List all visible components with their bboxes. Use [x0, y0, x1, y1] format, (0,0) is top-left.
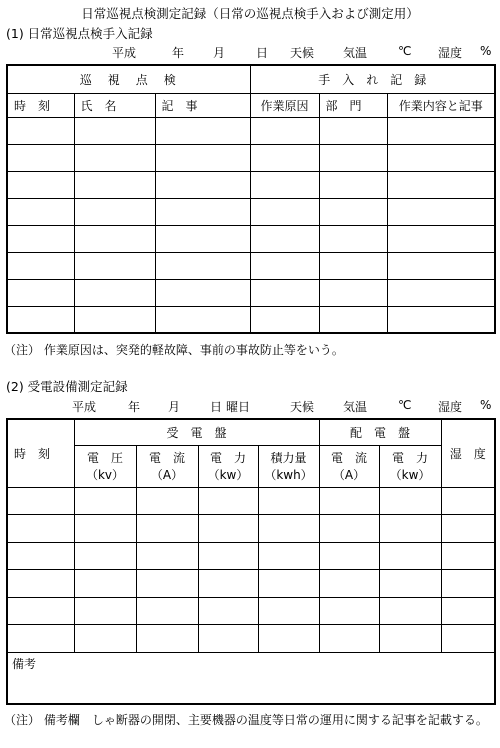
era-label-2: 平成: [72, 400, 97, 414]
month-label: 月: [213, 46, 226, 60]
inspection-cell[interactable]: [319, 117, 387, 144]
inspection-cell[interactable]: [155, 279, 250, 306]
inspection-row: [7, 171, 495, 198]
inspection-cell[interactable]: [387, 171, 495, 198]
inspection-cell[interactable]: [250, 306, 319, 333]
inspection-cell[interactable]: [74, 279, 155, 306]
measurement-cell[interactable]: [7, 570, 74, 598]
measurement-subheader: 積力量 （kwh）: [258, 445, 319, 487]
measurement-cell[interactable]: [7, 597, 74, 625]
inspection-row: [7, 306, 495, 333]
measurement-subheader: 電 流 （A）: [136, 445, 198, 487]
measurement-cell[interactable]: [379, 570, 441, 598]
inspection-cell[interactable]: [7, 252, 74, 279]
inspection-cell[interactable]: [319, 279, 387, 306]
inspection-cell[interactable]: [74, 171, 155, 198]
inspection-cell[interactable]: [74, 117, 155, 144]
measurement-cell[interactable]: [74, 542, 136, 570]
section1-date-weather-line: [0, 44, 500, 60]
temperature-label-2: 気温: [343, 400, 368, 414]
month-label-2: 月: [168, 400, 181, 414]
measurement-cell[interactable]: [379, 487, 441, 515]
measurement-cell[interactable]: [319, 597, 379, 625]
measurement-cell[interactable]: [258, 542, 319, 570]
measurement-cell[interactable]: [258, 570, 319, 598]
measurement-cell[interactable]: [379, 625, 441, 653]
year-label: 年: [172, 46, 185, 60]
measurement-cell[interactable]: [7, 542, 74, 570]
measurement-cell[interactable]: [136, 542, 198, 570]
measurement-subheader-row: [7, 445, 495, 487]
inspection-cell[interactable]: [155, 252, 250, 279]
maintenance-group-header: 手 入 れ 記 録: [250, 65, 495, 93]
col-header-department: 部 門: [319, 93, 387, 117]
inspection-cell[interactable]: [7, 279, 74, 306]
year-label-2: 年: [128, 400, 141, 414]
measurement-cell[interactable]: [319, 542, 379, 570]
weather-label: 天候: [290, 46, 315, 60]
inspection-group-header-row: [7, 65, 495, 93]
measurement-subheader: 電 流 （A）: [319, 445, 379, 487]
measurement-subheader: 電 圧 （kv）: [74, 445, 136, 487]
measurement-cell[interactable]: [136, 570, 198, 598]
measurement-cell[interactable]: [198, 487, 258, 515]
inspection-cell[interactable]: [319, 171, 387, 198]
measurement-cell[interactable]: [198, 515, 258, 543]
section1-heading: (1) 日常巡視点検手入記録: [6, 26, 153, 41]
inspection-cell[interactable]: [387, 198, 495, 225]
measurement-row: [7, 597, 495, 625]
inspection-cell[interactable]: [74, 144, 155, 171]
inspection-cell[interactable]: [74, 306, 155, 333]
inspection-cell[interactable]: [7, 225, 74, 252]
inspection-cell[interactable]: [74, 198, 155, 225]
measurement-cell[interactable]: [74, 597, 136, 625]
inspection-group-header: 巡 視 点 検: [7, 65, 250, 93]
inspection-cell[interactable]: [250, 144, 319, 171]
inspection-cell[interactable]: [74, 252, 155, 279]
col-header-time: 時 刻: [7, 93, 74, 117]
inspection-cell[interactable]: [155, 306, 250, 333]
day-label: 日: [256, 46, 269, 60]
measurement-row: [7, 570, 495, 598]
inspection-cell[interactable]: [155, 198, 250, 225]
inspection-column-header-row: [7, 93, 495, 117]
inspection-row: [7, 252, 495, 279]
measurement-cell[interactable]: [441, 542, 495, 570]
measurement-cell[interactable]: [136, 625, 198, 653]
measurement-cell[interactable]: [198, 542, 258, 570]
inspection-cell[interactable]: [155, 144, 250, 171]
inspection-cell[interactable]: [7, 306, 74, 333]
measurement-cell[interactable]: [7, 487, 74, 515]
inspection-cell[interactable]: [250, 198, 319, 225]
inspection-cell[interactable]: [155, 117, 250, 144]
measurement-cell[interactable]: [7, 625, 74, 653]
inspection-cell[interactable]: [319, 144, 387, 171]
measurement-cell[interactable]: [7, 515, 74, 543]
measurement-cell[interactable]: [136, 597, 198, 625]
measurement-row: [7, 625, 495, 653]
temperature-label: 気温: [343, 46, 368, 60]
measurement-cell[interactable]: [74, 515, 136, 543]
remarks-row: [7, 652, 495, 704]
inspection-cell[interactable]: [7, 117, 74, 144]
inspection-cell[interactable]: [250, 171, 319, 198]
inspection-cell[interactable]: [74, 225, 155, 252]
inspection-cell[interactable]: [250, 279, 319, 306]
inspection-cell[interactable]: [387, 225, 495, 252]
document-title: 日常巡視点検測定記録（日常の巡視点検手入および測定用）: [81, 6, 419, 21]
measurement-cell[interactable]: [379, 597, 441, 625]
remarks-label: 備考: [12, 656, 37, 671]
inspection-cell[interactable]: [250, 252, 319, 279]
celsius-unit-2: ℃: [398, 398, 412, 412]
measurement-cell[interactable]: [74, 487, 136, 515]
measurement-group-header-row: [7, 419, 495, 445]
measurement-cell[interactable]: [441, 487, 495, 515]
inspection-cell[interactable]: [387, 117, 495, 144]
measurement-cell[interactable]: [441, 625, 495, 653]
col-header-work-cause: 作業原因: [250, 93, 319, 117]
inspection-cell[interactable]: [155, 171, 250, 198]
measurement-row: [7, 542, 495, 570]
humidity-header: 湿 度: [441, 419, 495, 487]
col-header-notes: 記 事: [155, 93, 250, 117]
inspection-row: [7, 225, 495, 252]
measurement-cell[interactable]: [258, 625, 319, 653]
section2-date-weather-line: [0, 398, 500, 414]
measurement-cell[interactable]: [198, 597, 258, 625]
inspection-cell[interactable]: [7, 198, 74, 225]
celsius-unit: ℃: [398, 44, 412, 58]
inspection-cell[interactable]: [319, 198, 387, 225]
remarks-cell[interactable]: [7, 652, 495, 704]
inspection-cell[interactable]: [7, 144, 74, 171]
inspection-table: [6, 64, 496, 334]
measurement-cell[interactable]: [319, 487, 379, 515]
measurement-cell[interactable]: [319, 625, 379, 653]
weekday-label: 曜日: [226, 400, 251, 414]
inspection-row: [7, 144, 495, 171]
inspection-cell[interactable]: [319, 252, 387, 279]
measurement-cell[interactable]: [441, 570, 495, 598]
measurement-cell[interactable]: [258, 487, 319, 515]
percent-unit: %: [480, 44, 492, 58]
receiving-panel-header: 受 電 盤: [74, 419, 319, 445]
inspection-cell[interactable]: [387, 144, 495, 171]
inspection-cell[interactable]: [319, 306, 387, 333]
section2-heading: (2) 受電設備測定記録: [6, 379, 128, 394]
section2-note: （注） 備考欄 しゃ断器の開閉、主要機器の温度等日常の運用に関する記事を記載する。: [4, 713, 488, 727]
measurement-cell[interactable]: [441, 597, 495, 625]
measurement-cell[interactable]: [319, 515, 379, 543]
measurement-cell[interactable]: [198, 570, 258, 598]
measurement-subheader: 電 力 （kw）: [379, 445, 441, 487]
humidity-label: 湿度: [438, 46, 463, 60]
measurement-cell[interactable]: [379, 542, 441, 570]
measurement-cell[interactable]: [258, 597, 319, 625]
humidity-label-2: 湿度: [438, 400, 463, 414]
inspection-row: [7, 198, 495, 225]
measurement-subheader: 電 力 （kw）: [198, 445, 258, 487]
measurement-table: [6, 418, 496, 705]
measurement-cell[interactable]: [198, 625, 258, 653]
measurement-cell[interactable]: [441, 515, 495, 543]
inspection-cell[interactable]: [250, 117, 319, 144]
era-label: 平成: [112, 46, 137, 60]
inspection-cell[interactable]: [155, 225, 250, 252]
inspection-cell[interactable]: [250, 225, 319, 252]
inspection-cell[interactable]: [319, 225, 387, 252]
col-header-name: 氏 名: [74, 93, 155, 117]
percent-unit-2: %: [480, 398, 492, 412]
measurement-cell[interactable]: [74, 570, 136, 598]
inspection-cell[interactable]: [387, 306, 495, 333]
inspection-row: [7, 117, 495, 144]
measurement-cell[interactable]: [74, 625, 136, 653]
measurement-cell[interactable]: [379, 515, 441, 543]
inspection-cell[interactable]: [7, 171, 74, 198]
weather-label-2: 天候: [290, 400, 315, 414]
measurement-row: [7, 515, 495, 543]
inspection-row: [7, 279, 495, 306]
measurement-cell[interactable]: [136, 487, 198, 515]
measurement-row: [7, 487, 495, 515]
measurement-cell[interactable]: [136, 515, 198, 543]
time-header: 時 刻: [7, 419, 74, 487]
section1-note: （注） 作業原因は、突発的軽故障、事前の事故防止等をいう。: [4, 343, 344, 357]
measurement-cell[interactable]: [258, 515, 319, 543]
inspection-cell[interactable]: [387, 252, 495, 279]
distribution-panel-header: 配 電 盤: [319, 419, 441, 445]
measurement-cell[interactable]: [319, 570, 379, 598]
inspection-cell[interactable]: [387, 279, 495, 306]
col-header-work-details: 作業内容と記事: [387, 93, 495, 117]
day-label-2: 日: [210, 400, 223, 414]
